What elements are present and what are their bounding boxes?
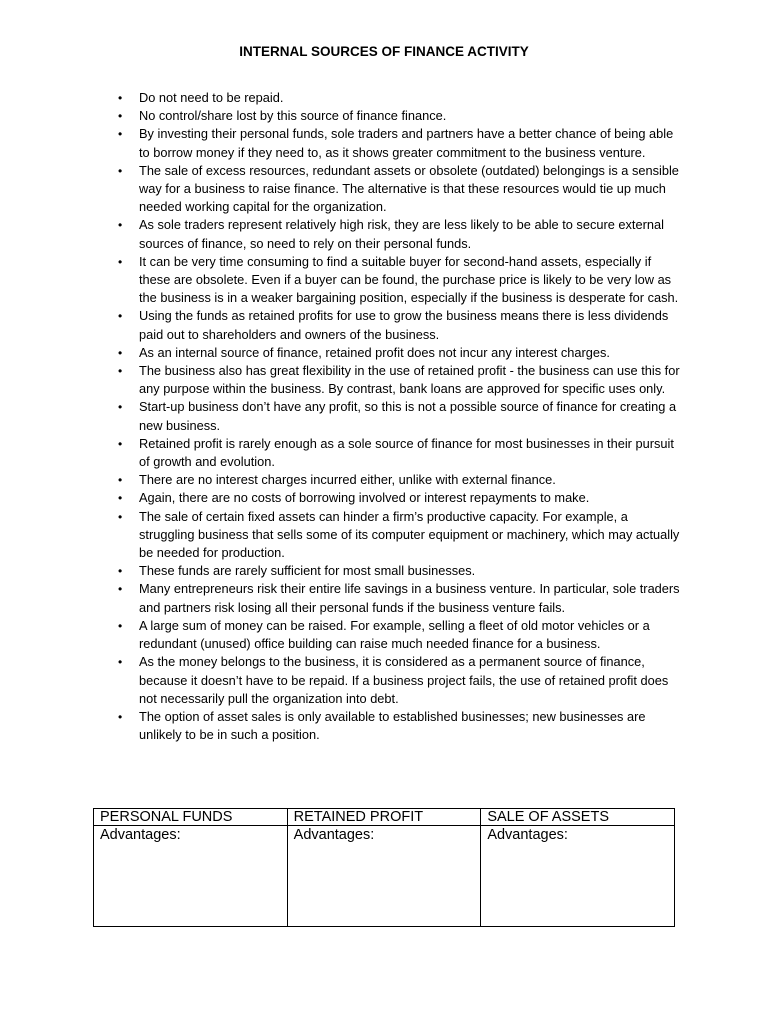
- list-item: • No control/share lost by this source of finance finance.: [139, 107, 684, 125]
- table-row: [94, 826, 675, 927]
- list-item: • As an internal source of finance, retained profit does not incur any interest charges.: [139, 344, 684, 362]
- list-item: • A large sum of money can be raised. For example, selling a fleet of old motor vehicles or a redundant (unused) office building can raise much needed finance for a business.: [139, 617, 684, 653]
- table-header-row: [94, 809, 675, 826]
- header-sale-of-assets: SALE OF ASSETS: [481, 809, 675, 826]
- list-item: • The business also has great flexibility in the use of retained profit - the business can use this for any purpose within the business. By contrast, bank loans are approved for specific uses only.: [139, 362, 684, 398]
- list-item: • Many entrepreneurs risk their entire life savings in a business venture. In particular, sole traders and partners risk losing all their personal funds if the business venture fails.: [139, 580, 684, 616]
- list-item: • The option of asset sales is only available to established businesses; new businesses are unlikely to be in such a position.: [139, 708, 684, 744]
- list-item: • Start-up business don’t have any profit, so this is not a possible source of finance for creating a new business.: [139, 398, 684, 434]
- sources-table-wrapper: [93, 808, 675, 927]
- list-item: • It can be very time consuming to find a suitable buyer for second-hand assets, especially if these are obsolete. Even if a buyer can be found, the purchase price is likely to be very low as the business is in a weaker bargaining position, especially if the business is desperate for cash.: [139, 253, 684, 308]
- document-title: INTERNAL SOURCES OF FINANCE ACTIVITY: [239, 44, 529, 59]
- header-personal-funds: PERSONAL FUNDS: [94, 809, 288, 826]
- cell-personal-funds-advantages[interactable]: Advantages:: [94, 826, 288, 927]
- list-item: • Using the funds as retained profits for use to grow the business means there is less dividends paid out to shareholders and owners of the business.: [139, 307, 684, 343]
- list-item: • There are no interest charges incurred either, unlike with external finance.: [139, 471, 684, 489]
- list-item: • As sole traders represent relatively high risk, they are less likely to be able to secure external sources of finance, so need to rely on their personal funds.: [139, 216, 684, 252]
- bullet-list: [139, 89, 684, 744]
- list-item: • By investing their personal funds, sole traders and partners have a better chance of being able to borrow money if they need to, as it shows greater commitment to the business venture.: [139, 125, 684, 161]
- cell-sale-of-assets-advantages[interactable]: Advantages:: [481, 826, 675, 927]
- list-item: • The sale of excess resources, redundant assets or obsolete (outdated) belongings is a sensible way for a business to raise finance. The alternative is that these resources would tie up much needed working capital for the organization.: [139, 162, 684, 217]
- list-item: • The sale of certain fixed assets can hinder a firm’s productive capacity. For example, a struggling business that sells some of its computer equipment or machinery, which may actually be needed for production.: [139, 508, 684, 563]
- list-item: • Retained profit is rarely enough as a sole source of finance for most businesses in their pursuit of growth and evolution.: [139, 435, 684, 471]
- sources-table: [93, 808, 675, 927]
- header-retained-profit: RETAINED PROFIT: [287, 809, 481, 826]
- list-item: • As the money belongs to the business, it is considered as a permanent source of finance, because it doesn’t have to be repaid. If a business project fails, the use of retained profit does not necessarily pull the organization into debt.: [139, 653, 684, 708]
- list-item: • Again, there are no costs of borrowing involved or interest repayments to make.: [139, 489, 684, 507]
- list-item: • These funds are rarely sufficient for most small businesses.: [139, 562, 684, 580]
- list-item: • Do not need to be repaid.: [139, 89, 684, 107]
- cell-retained-profit-advantages[interactable]: Advantages:: [287, 826, 481, 927]
